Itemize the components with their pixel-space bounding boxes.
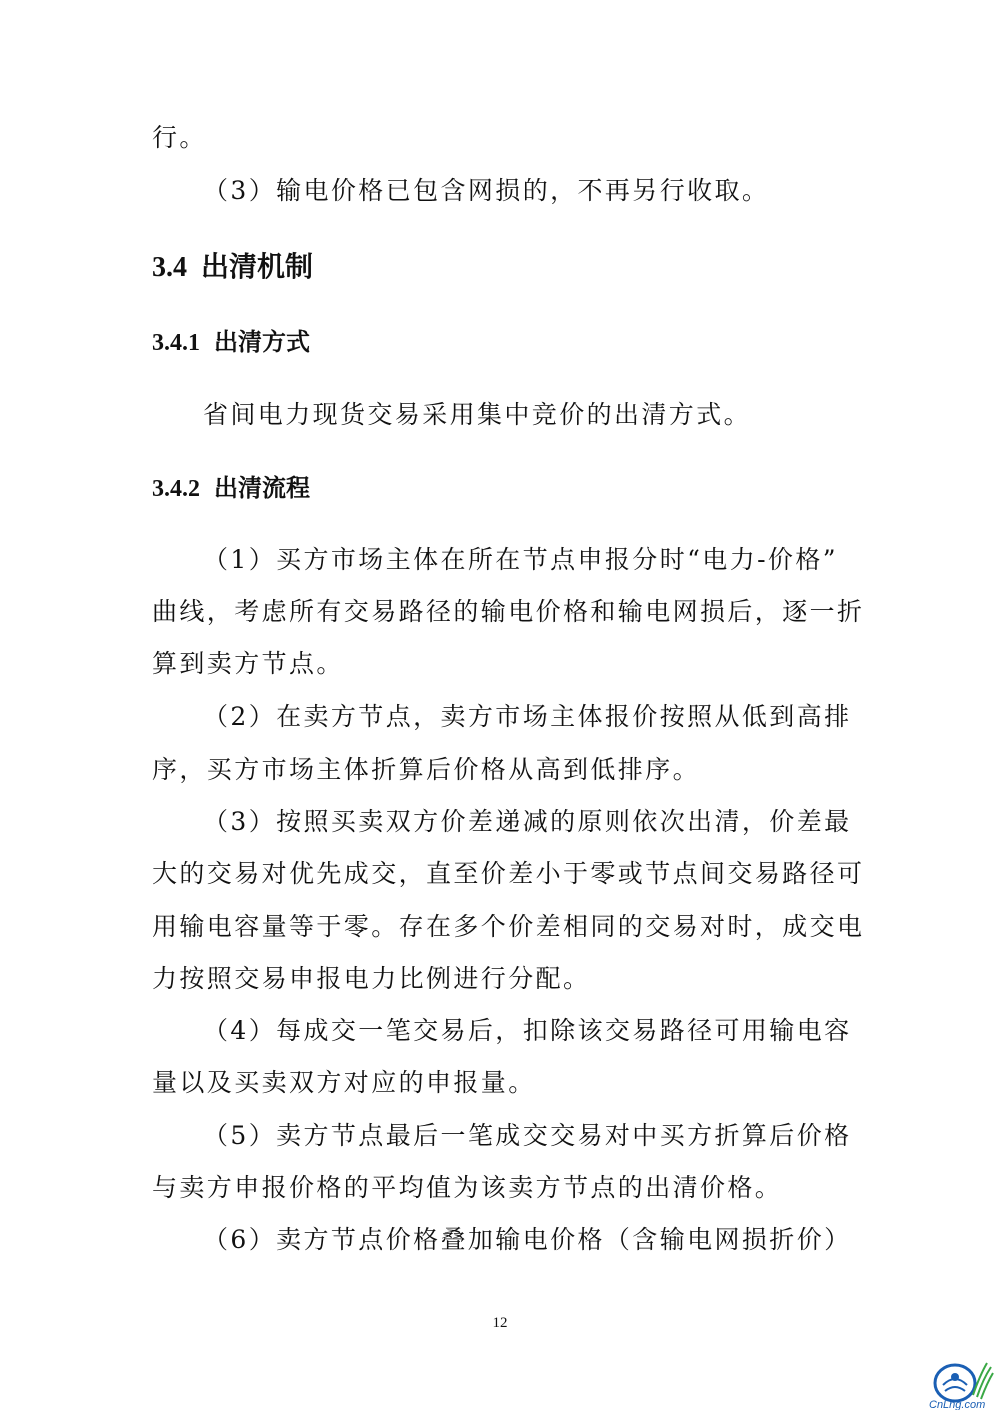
text-line: （3）按照买卖双方价差递减的原则依次出清，价差最	[203, 807, 852, 836]
text-line: （3）输电价格已包含网损的，不再另行收取。	[203, 176, 770, 205]
text-line: （2）在卖方节点，卖方市场主体报价按照从低到高排	[203, 702, 852, 731]
text-line: 用输电容量等于零。存在多个价差相同的交易对时，成交电	[152, 912, 865, 941]
section-number: 3.4.2	[152, 476, 200, 502]
page-number: 12	[492, 1315, 508, 1331]
text-line: 大的交易对优先成交，直至价差小于零或节点间交易路径可	[152, 859, 865, 888]
section-number: 3.4	[152, 252, 187, 283]
text-line: （1）买方市场主体在所在节点申报分时“电力-价格”	[203, 545, 838, 574]
text-line: （6）卖方节点价格叠加输电价格（含输电网损折价）	[203, 1225, 852, 1254]
section-title: 出清流程	[214, 474, 310, 502]
text-line: 省间电力现货交易采用集中竞价的出清方式。	[203, 400, 752, 429]
text-line: 与卖方申报价格的平均值为该卖方节点的出清价格。	[152, 1173, 783, 1202]
text-line: （4）每成交一笔交易后，扣除该交易路径可用输电容	[203, 1016, 852, 1045]
text-line: （5）卖方节点最后一笔成交交易对中买方折算后价格	[203, 1121, 852, 1150]
text-line: 力按照交易申报电力比例进行分配。	[152, 964, 591, 993]
section-heading-3-4	[152, 250, 313, 285]
cnlng-watermark-logo	[925, 1355, 995, 1410]
text-line: 曲线，考虑所有交易路径的输电价格和输电网损后，逐一折	[152, 597, 865, 626]
text-line: 序，买方市场主体折算后价格从高到低排序。	[152, 755, 701, 784]
text-line: 量以及买卖双方对应的申报量。	[152, 1068, 536, 1097]
section-number: 3.4.1	[152, 330, 200, 356]
section-title: 出清机制	[201, 250, 314, 283]
text-line: 算到卖方节点。	[152, 649, 344, 678]
subsection-heading-3-4-2	[152, 473, 310, 504]
text-line: 行。	[152, 123, 207, 152]
watermark-text: CnLng.com	[929, 1399, 986, 1410]
subsection-heading-3-4-1	[152, 327, 310, 358]
section-title: 出清方式	[214, 328, 310, 356]
